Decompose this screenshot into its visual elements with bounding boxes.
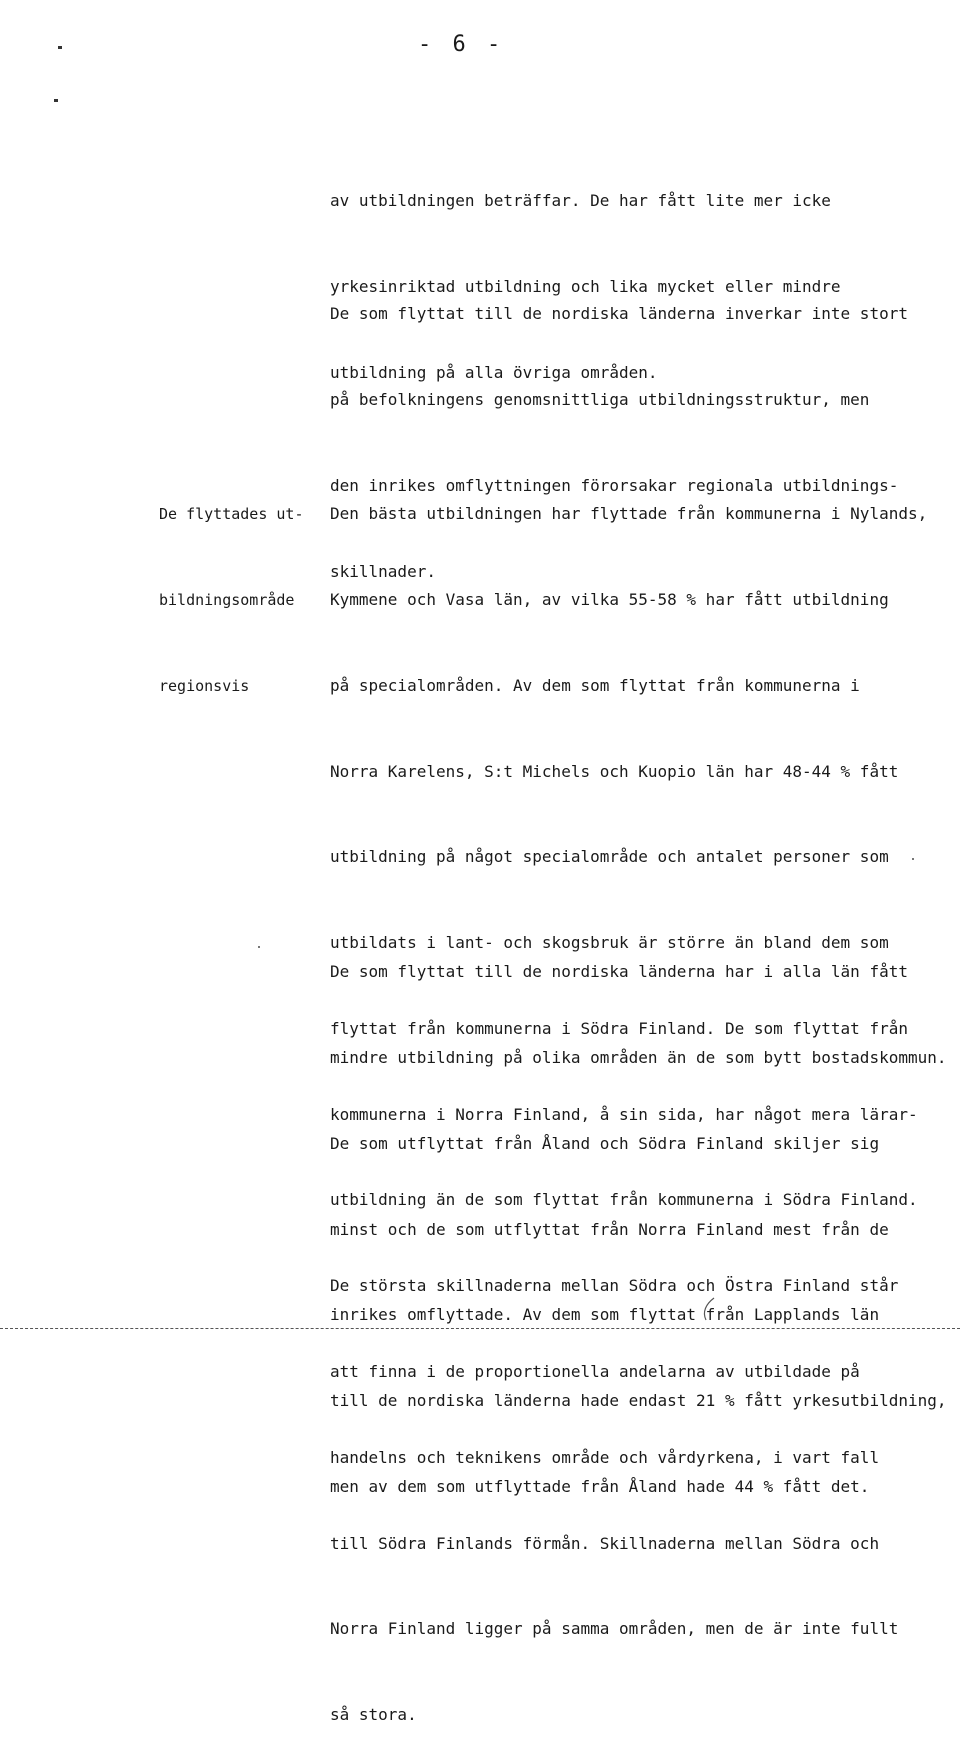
pen-mark (700, 1296, 718, 1322)
paragraph-3-line: Norra Finland ligger på samma områden, men de är inte fullt (330, 1619, 899, 1639)
paragraph-3-line: utbildning än de som flyttat från kommunerna i Södra Finland. (330, 1190, 918, 1210)
paragraph-1-line: yrkesinriktad utbildning och lika mycket eller mindre (330, 276, 841, 296)
side-heading-line: bildningsområde (159, 590, 295, 609)
scan-speck (258, 946, 260, 948)
paragraph-3-line: utbildats i lant- och skogsbruk är större än bland dem som (330, 933, 889, 953)
paragraph-2-line: på befolkningens genomsnittliga utbildningsstruktur, men (330, 389, 870, 409)
paragraph-1-line: utbildning på alla övriga områden. (330, 362, 658, 382)
paragraph-1-line: av utbildningen beträffar. De har fått lite mer icke (330, 191, 831, 211)
paragraph-3-line: på specialområden. Av dem som flyttat från kommunerna i (330, 675, 860, 695)
paragraph-4-line: De som utflyttat från Åland och Södra Finland skiljer sig (330, 1133, 880, 1153)
paragraph-2-line: den inrikes omflyttningen förorsakar regionala utbildnings- (330, 475, 899, 495)
paragraph-3-line: till Södra Finlands förmån. Skillnaderna mellan Södra och (330, 1533, 880, 1553)
paragraph-3-line: Kymmene och Vasa län, av vilka 55-58 % har fått utbildning (330, 589, 889, 609)
paragraph-4-line: mindre utbildning på olika områden än de som bytt bostadskommun. (330, 1047, 947, 1067)
page-number: - 6 - (418, 32, 505, 57)
scan-speck (912, 858, 914, 860)
side-heading (159, 443, 304, 729)
paragraph-4-line: men av dem som utflyttade från Åland hade 44 % fått det. (330, 1476, 870, 1496)
paragraph-3-line: Norra Karelens, S:t Michels och Kuopio län har 48-44 % fått (330, 761, 899, 781)
side-heading-line: De flyttades ut- (159, 505, 304, 524)
paragraph-2-line: skillnader. (330, 561, 436, 581)
paragraph-4-line: inrikes omflyttade. Av dem som flyttat från Lapplands län (330, 1305, 880, 1325)
paragraph-3-line: kommunerna i Norra Finland, å sin sida, har något mera lärar- (330, 1104, 918, 1124)
paragraph-4-line: till de nordiska länderna hade endast 21 % fått yrkesutbildning, (330, 1391, 947, 1411)
paragraph-3-line: så stora. (330, 1705, 417, 1725)
paragraph-4-line: De som flyttat till de nordiska länderna har i alla län fått (330, 962, 908, 982)
paragraph-3-line: att finna i de proportionella andelarna av utbildade på (330, 1362, 860, 1381)
paragraph-4-line: minst och de som utflyttat från Norra Finland mest från de (330, 1219, 889, 1239)
paragraph-3-line: De största skillnaderna mellan Södra och Östra Finland står (330, 1276, 899, 1296)
paragraph-4 (330, 901, 947, 1530)
margin-mark-top (58, 46, 62, 49)
bottom-dashed-rule (0, 1328, 960, 1329)
paragraph-3-line: handelns och teknikens område och vårdyrkena, i vart fall (330, 1447, 880, 1467)
margin-mark-lower (54, 99, 58, 102)
paragraph-3-line: Den bästa utbildningen har flyttade från kommunerna i Nylands, (330, 504, 928, 524)
paragraph-2-line: De som flyttat till de nordiska länderna inverkar inte stort (330, 304, 908, 324)
paragraph-3-line: utbildning på något specialområde och antalet personer som (330, 847, 889, 867)
paragraph-3-line: flyttat från kommunerna i Södra Finland. De som flyttat från (330, 1018, 908, 1038)
side-heading-line: regionsvis (159, 676, 250, 695)
